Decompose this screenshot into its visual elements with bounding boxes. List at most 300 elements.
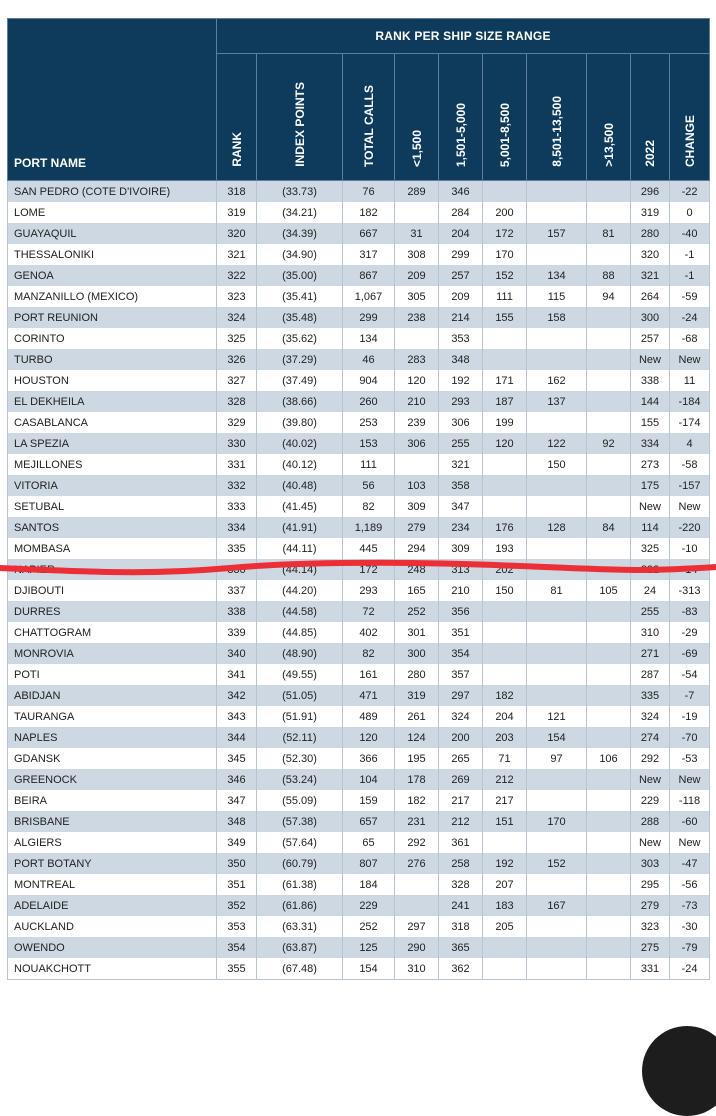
cell-rank: 353 <box>217 916 257 937</box>
cell-over-13500 <box>587 664 631 685</box>
cell-over-13500 <box>587 349 631 370</box>
cell-5001-8500: 192 <box>483 853 527 874</box>
cell-over-13500: 84 <box>587 517 631 538</box>
cell-under-1500: 290 <box>395 937 439 958</box>
table-row <box>8 643 710 664</box>
cell-rank-2022: 292 <box>631 748 670 769</box>
cell-5001-8500 <box>483 664 527 685</box>
cell-change: -73 <box>670 895 710 916</box>
cell-8501-13500 <box>527 475 587 496</box>
cell-5001-8500: 203 <box>483 727 527 748</box>
cell-index-points: (57.64) <box>257 832 343 853</box>
cell-1501-5000: 212 <box>439 811 483 832</box>
cell-1501-5000: 321 <box>439 454 483 475</box>
table-row <box>8 559 710 580</box>
cell-index-points: (67.48) <box>257 958 343 980</box>
cell-index-points: (51.91) <box>257 706 343 727</box>
cell-under-1500: 261 <box>395 706 439 727</box>
cell-change: 0 <box>670 202 710 223</box>
cell-total-calls: 125 <box>343 937 395 958</box>
cell-8501-13500 <box>527 328 587 349</box>
cell-rank-2022: 279 <box>631 895 670 916</box>
cell-port-name: GUAYAQUIL <box>8 223 217 244</box>
cell-over-13500 <box>587 916 631 937</box>
cell-under-1500: 248 <box>395 559 439 580</box>
cell-1501-5000: 297 <box>439 685 483 706</box>
cell-change: -54 <box>670 664 710 685</box>
cell-1501-5000: 346 <box>439 181 483 203</box>
cell-index-points: (34.21) <box>257 202 343 223</box>
cell-1501-5000: 358 <box>439 475 483 496</box>
cell-1501-5000: 204 <box>439 223 483 244</box>
cell-8501-13500 <box>527 685 587 706</box>
cell-8501-13500: 121 <box>527 706 587 727</box>
cell-rank: 350 <box>217 853 257 874</box>
cell-rank-2022: 310 <box>631 622 670 643</box>
cell-rank: 349 <box>217 832 257 853</box>
cell-rank-2022: 322 <box>631 559 670 580</box>
cell-change: -59 <box>670 286 710 307</box>
table-row <box>8 517 710 538</box>
cell-8501-13500 <box>527 601 587 622</box>
cell-rank: 347 <box>217 790 257 811</box>
cell-5001-8500: 111 <box>483 286 527 307</box>
cell-rank: 329 <box>217 412 257 433</box>
cell-total-calls: 253 <box>343 412 395 433</box>
cell-port-name: CHATTOGRAM <box>8 622 217 643</box>
cell-index-points: (61.38) <box>257 874 343 895</box>
table-row <box>8 937 710 958</box>
cell-rank-2022: 255 <box>631 601 670 622</box>
cell-1501-5000: 217 <box>439 790 483 811</box>
cell-port-name: CORINTO <box>8 328 217 349</box>
cell-under-1500: 308 <box>395 244 439 265</box>
cell-rank: 332 <box>217 475 257 496</box>
cell-change: -313 <box>670 580 710 601</box>
cell-1501-5000: 357 <box>439 664 483 685</box>
cell-port-name: GREENOCK <box>8 769 217 790</box>
cell-over-13500 <box>587 559 631 580</box>
cell-rank-2022: 257 <box>631 328 670 349</box>
cell-port-name: EL DEKHEILA <box>8 391 217 412</box>
cell-change: -56 <box>670 874 710 895</box>
cell-total-calls: 260 <box>343 391 395 412</box>
cell-under-1500: 309 <box>395 496 439 517</box>
cell-index-points: (57.38) <box>257 811 343 832</box>
cell-1501-5000: 214 <box>439 307 483 328</box>
cell-8501-13500 <box>527 832 587 853</box>
cell-over-13500: 105 <box>587 580 631 601</box>
cell-rank: 348 <box>217 811 257 832</box>
cell-port-name: PORT REUNION <box>8 307 217 328</box>
cell-change: -68 <box>670 328 710 349</box>
cell-port-name: CASABLANCA <box>8 412 217 433</box>
cell-total-calls: 1,067 <box>343 286 395 307</box>
cell-rank-2022: 287 <box>631 664 670 685</box>
table-header <box>8 19 710 181</box>
cell-1501-5000: 299 <box>439 244 483 265</box>
cell-index-points: (44.11) <box>257 538 343 559</box>
cell-8501-13500 <box>527 202 587 223</box>
cell-5001-8500 <box>483 475 527 496</box>
cell-8501-13500 <box>527 958 587 980</box>
cell-5001-8500: 152 <box>483 265 527 286</box>
cell-5001-8500: 171 <box>483 370 527 391</box>
table-row <box>8 580 710 601</box>
cell-5001-8500 <box>483 622 527 643</box>
column-header-1501-5000: 1,501-5,000 <box>439 54 483 181</box>
cell-8501-13500: 158 <box>527 307 587 328</box>
cell-over-13500 <box>587 853 631 874</box>
cell-over-13500 <box>587 958 631 980</box>
cell-5001-8500 <box>483 937 527 958</box>
cell-index-points: (35.62) <box>257 328 343 349</box>
cell-total-calls: 293 <box>343 580 395 601</box>
column-header-under-1500: <1,500 <box>395 54 439 181</box>
cell-rank: 323 <box>217 286 257 307</box>
cell-1501-5000: 192 <box>439 370 483 391</box>
cell-port-name: AUCKLAND <box>8 916 217 937</box>
cell-over-13500 <box>587 475 631 496</box>
cell-over-13500 <box>587 622 631 643</box>
table-row <box>8 601 710 622</box>
cell-over-13500 <box>587 685 631 706</box>
cell-change: -69 <box>670 643 710 664</box>
cell-5001-8500: 200 <box>483 202 527 223</box>
cell-under-1500: 165 <box>395 580 439 601</box>
cell-port-name: TURBO <box>8 349 217 370</box>
cell-8501-13500 <box>527 874 587 895</box>
cell-5001-8500 <box>483 601 527 622</box>
cell-total-calls: 252 <box>343 916 395 937</box>
cell-under-1500: 210 <box>395 391 439 412</box>
table-row <box>8 538 710 559</box>
cell-under-1500: 103 <box>395 475 439 496</box>
cell-under-1500: 319 <box>395 685 439 706</box>
cell-port-name: HOUSTON <box>8 370 217 391</box>
cell-over-13500 <box>587 391 631 412</box>
cell-8501-13500: 152 <box>527 853 587 874</box>
cell-5001-8500: 187 <box>483 391 527 412</box>
cell-1501-5000: 348 <box>439 349 483 370</box>
cell-rank-2022: 296 <box>631 181 670 203</box>
column-header-over-13500: >13,500 <box>587 54 631 181</box>
cell-change: New <box>670 349 710 370</box>
cell-8501-13500 <box>527 790 587 811</box>
cell-change: -118 <box>670 790 710 811</box>
cell-port-name: MONROVIA <box>8 643 217 664</box>
cell-rank-2022: 319 <box>631 202 670 223</box>
cell-change: New <box>670 496 710 517</box>
cell-over-13500 <box>587 895 631 916</box>
cell-under-1500 <box>395 202 439 223</box>
cell-1501-5000: 354 <box>439 643 483 664</box>
cell-5001-8500 <box>483 349 527 370</box>
cell-8501-13500: 150 <box>527 454 587 475</box>
cell-port-name: SANTOS <box>8 517 217 538</box>
column-header-index-points: INDEX POINTS <box>257 54 343 181</box>
cell-index-points: (40.02) <box>257 433 343 454</box>
cell-rank-2022: 338 <box>631 370 670 391</box>
column-header-8501-13500: 8,501-13,500 <box>527 54 587 181</box>
table-row <box>8 202 710 223</box>
cell-under-1500: 124 <box>395 727 439 748</box>
cell-5001-8500: 204 <box>483 706 527 727</box>
cell-5001-8500: 120 <box>483 433 527 454</box>
cell-port-name: BRISBANE <box>8 811 217 832</box>
cell-8501-13500 <box>527 496 587 517</box>
cell-5001-8500: 176 <box>483 517 527 538</box>
cell-total-calls: 489 <box>343 706 395 727</box>
cell-over-13500 <box>587 412 631 433</box>
cell-rank: 318 <box>217 181 257 203</box>
cell-rank-2022: 323 <box>631 916 670 937</box>
cell-rank: 337 <box>217 580 257 601</box>
cell-under-1500: 238 <box>395 307 439 328</box>
cell-under-1500: 178 <box>395 769 439 790</box>
cell-change: -53 <box>670 748 710 769</box>
cell-change: -70 <box>670 727 710 748</box>
cell-under-1500 <box>395 874 439 895</box>
cell-rank-2022: 334 <box>631 433 670 454</box>
cell-under-1500: 31 <box>395 223 439 244</box>
cell-change: -184 <box>670 391 710 412</box>
cell-over-13500 <box>587 706 631 727</box>
cell-total-calls: 1,189 <box>343 517 395 538</box>
table-row <box>8 622 710 643</box>
cell-rank: 330 <box>217 433 257 454</box>
cell-rank-2022: 331 <box>631 958 670 980</box>
cell-1501-5000: 234 <box>439 517 483 538</box>
cell-8501-13500 <box>527 349 587 370</box>
cell-rank-2022: 275 <box>631 937 670 958</box>
cell-total-calls: 104 <box>343 769 395 790</box>
table-row <box>8 412 710 433</box>
cell-under-1500: 276 <box>395 853 439 874</box>
column-header-total-calls: TOTAL CALLS <box>343 54 395 181</box>
cell-port-name: GENOA <box>8 265 217 286</box>
cell-rank-2022: 325 <box>631 538 670 559</box>
cell-8501-13500: 167 <box>527 895 587 916</box>
cell-index-points: (44.58) <box>257 601 343 622</box>
cell-8501-13500 <box>527 643 587 664</box>
cell-rank-2022: 300 <box>631 307 670 328</box>
cell-rank: 324 <box>217 307 257 328</box>
cell-port-name: VITORIA <box>8 475 217 496</box>
cell-index-points: (35.00) <box>257 265 343 286</box>
cell-rank-2022: 114 <box>631 517 670 538</box>
cell-1501-5000: 324 <box>439 706 483 727</box>
cell-over-13500 <box>587 790 631 811</box>
cell-port-name: GDANSK <box>8 748 217 769</box>
cell-8501-13500: 128 <box>527 517 587 538</box>
cell-over-13500 <box>587 181 631 203</box>
cell-under-1500: 283 <box>395 349 439 370</box>
cell-total-calls: 56 <box>343 475 395 496</box>
port-ranking-table-container <box>7 18 709 980</box>
cell-1501-5000: 318 <box>439 916 483 937</box>
cell-change: -14 <box>670 559 710 580</box>
cell-1501-5000: 353 <box>439 328 483 349</box>
cell-5001-8500: 205 <box>483 916 527 937</box>
cell-1501-5000: 241 <box>439 895 483 916</box>
cell-over-13500 <box>587 307 631 328</box>
cell-port-name: POTI <box>8 664 217 685</box>
cell-index-points: (60.79) <box>257 853 343 874</box>
cell-rank: 345 <box>217 748 257 769</box>
cell-rank-2022: 24 <box>631 580 670 601</box>
cell-rank: 355 <box>217 958 257 980</box>
cell-index-points: (37.49) <box>257 370 343 391</box>
table-row <box>8 958 710 980</box>
cell-rank-2022: New <box>631 769 670 790</box>
cell-rank: 335 <box>217 538 257 559</box>
cell-rank: 341 <box>217 664 257 685</box>
cell-total-calls: 111 <box>343 454 395 475</box>
cell-5001-8500: 155 <box>483 307 527 328</box>
cell-total-calls: 120 <box>343 727 395 748</box>
cell-total-calls: 76 <box>343 181 395 203</box>
cell-1501-5000: 269 <box>439 769 483 790</box>
cell-over-13500 <box>587 328 631 349</box>
cell-under-1500: 306 <box>395 433 439 454</box>
cell-1501-5000: 356 <box>439 601 483 622</box>
cell-under-1500: 292 <box>395 832 439 853</box>
cell-under-1500: 305 <box>395 286 439 307</box>
cell-1501-5000: 284 <box>439 202 483 223</box>
cell-8501-13500: 134 <box>527 265 587 286</box>
cell-over-13500 <box>587 601 631 622</box>
cell-port-name: DJIBOUTI <box>8 580 217 601</box>
cell-change: -220 <box>670 517 710 538</box>
table-row <box>8 475 710 496</box>
cell-rank: 319 <box>217 202 257 223</box>
cell-rank: 336 <box>217 559 257 580</box>
cell-port-name: NOUAKCHOTT <box>8 958 217 980</box>
table-row <box>8 349 710 370</box>
cell-port-name: SETUBAL <box>8 496 217 517</box>
cell-total-calls: 229 <box>343 895 395 916</box>
cell-5001-8500: 151 <box>483 811 527 832</box>
cell-8501-13500 <box>527 244 587 265</box>
cell-under-1500: 280 <box>395 664 439 685</box>
cell-port-name: MEJILLONES <box>8 454 217 475</box>
cell-rank-2022: 303 <box>631 853 670 874</box>
cell-index-points: (39.80) <box>257 412 343 433</box>
cell-8501-13500: 170 <box>527 811 587 832</box>
table-row <box>8 307 710 328</box>
cell-rank-2022: 274 <box>631 727 670 748</box>
cell-over-13500 <box>587 370 631 391</box>
cell-over-13500 <box>587 538 631 559</box>
cell-rank: 343 <box>217 706 257 727</box>
corner-overlay-circle <box>642 1026 716 1116</box>
cell-8501-13500 <box>527 622 587 643</box>
cell-8501-13500 <box>527 769 587 790</box>
cell-under-1500: 297 <box>395 916 439 937</box>
cell-under-1500: 231 <box>395 811 439 832</box>
cell-over-13500: 92 <box>587 433 631 454</box>
cell-index-points: (35.48) <box>257 307 343 328</box>
cell-rank: 351 <box>217 874 257 895</box>
cell-over-13500 <box>587 496 631 517</box>
cell-5001-8500: 202 <box>483 559 527 580</box>
cell-change: -1 <box>670 244 710 265</box>
cell-1501-5000: 328 <box>439 874 483 895</box>
cell-port-name: OWENDO <box>8 937 217 958</box>
cell-8501-13500: 162 <box>527 370 587 391</box>
cell-total-calls: 317 <box>343 244 395 265</box>
cell-5001-8500: 212 <box>483 769 527 790</box>
cell-under-1500: 289 <box>395 181 439 203</box>
cell-rank: 328 <box>217 391 257 412</box>
table-row <box>8 370 710 391</box>
cell-under-1500: 300 <box>395 643 439 664</box>
cell-rank: 326 <box>217 349 257 370</box>
cell-rank-2022: New <box>631 832 670 853</box>
cell-1501-5000: 210 <box>439 580 483 601</box>
cell-total-calls: 867 <box>343 265 395 286</box>
cell-port-name: MOMBASA <box>8 538 217 559</box>
cell-5001-8500 <box>483 328 527 349</box>
cell-under-1500: 182 <box>395 790 439 811</box>
cell-index-points: (35.41) <box>257 286 343 307</box>
cell-8501-13500 <box>527 664 587 685</box>
ship-size-range-group-header: RANK PER SHIP SIZE RANGE <box>217 19 710 54</box>
cell-port-name: PORT BOTANY <box>8 853 217 874</box>
cell-total-calls: 402 <box>343 622 395 643</box>
table-row <box>8 769 710 790</box>
cell-5001-8500: 172 <box>483 223 527 244</box>
cell-rank-2022: 229 <box>631 790 670 811</box>
cell-total-calls: 46 <box>343 349 395 370</box>
cell-8501-13500 <box>527 916 587 937</box>
cell-1501-5000: 361 <box>439 832 483 853</box>
cell-5001-8500: 193 <box>483 538 527 559</box>
cell-change: -1 <box>670 265 710 286</box>
table-row <box>8 454 710 475</box>
cell-port-name: NAPIER <box>8 559 217 580</box>
cell-rank: 327 <box>217 370 257 391</box>
cell-1501-5000: 309 <box>439 538 483 559</box>
cell-index-points: (41.45) <box>257 496 343 517</box>
cell-rank: 331 <box>217 454 257 475</box>
column-header-5001-8500: 5,001-8,500 <box>483 54 527 181</box>
cell-5001-8500: 183 <box>483 895 527 916</box>
cell-port-name: ALGIERS <box>8 832 217 853</box>
cell-5001-8500 <box>483 181 527 203</box>
cell-1501-5000: 313 <box>439 559 483 580</box>
cell-over-13500 <box>587 727 631 748</box>
cell-5001-8500 <box>483 832 527 853</box>
cell-total-calls: 366 <box>343 748 395 769</box>
cell-change: -60 <box>670 811 710 832</box>
cell-5001-8500 <box>483 454 527 475</box>
table-row <box>8 790 710 811</box>
cell-port-name: MONTREAL <box>8 874 217 895</box>
cell-change: 11 <box>670 370 710 391</box>
cell-rank: 320 <box>217 223 257 244</box>
cell-total-calls: 445 <box>343 538 395 559</box>
cell-change: -19 <box>670 706 710 727</box>
cell-port-name: LOME <box>8 202 217 223</box>
cell-total-calls: 667 <box>343 223 395 244</box>
cell-change: -10 <box>670 538 710 559</box>
cell-port-name: TAURANGA <box>8 706 217 727</box>
cell-index-points: (40.48) <box>257 475 343 496</box>
cell-5001-8500: 71 <box>483 748 527 769</box>
cell-under-1500: 252 <box>395 601 439 622</box>
